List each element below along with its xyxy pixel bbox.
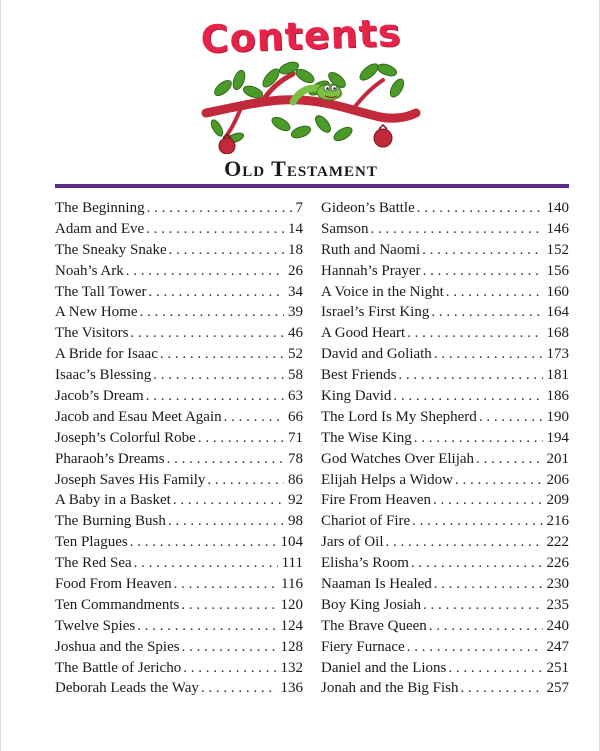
toc-entry-title: The Red Sea	[55, 555, 132, 572]
toc-entry-title: Ten Commandments	[55, 596, 180, 613]
toc-entry-title: Joseph Saves His Family	[55, 471, 206, 488]
toc-entry-title: Jacob’s Dream	[55, 388, 144, 405]
toc-entry	[55, 534, 303, 555]
toc-entry-title: Adam and Eve	[55, 220, 145, 237]
toc-dot-leader	[398, 367, 542, 384]
toc-entry	[321, 513, 569, 534]
toc-entry-page: 152	[546, 241, 569, 258]
toc-dot-leader	[434, 346, 543, 363]
toc-entry-title: Joshua and the Spies	[55, 638, 180, 655]
toc-entry	[55, 284, 303, 305]
toc-entry	[321, 263, 569, 284]
toc-entry-title: Jars of Oil	[321, 534, 384, 551]
toc-entry-page: 78	[288, 450, 303, 467]
toc-entry-page: 71	[288, 429, 303, 446]
toc-entry-page: 39	[288, 304, 303, 321]
toc-entry-title: Samson	[321, 220, 369, 237]
toc-entry	[321, 534, 569, 555]
toc-entry-page: 164	[546, 304, 569, 321]
toc-entry-page: 63	[288, 388, 303, 405]
toc-entry	[321, 325, 569, 346]
toc-entry	[321, 221, 569, 242]
toc-dot-leader	[479, 409, 543, 426]
toc-entry	[55, 325, 303, 346]
toc-entry-title: Noah’s Ark	[55, 262, 124, 279]
toc-dot-leader	[414, 430, 543, 447]
toc-entry	[55, 200, 303, 221]
toc-entry	[55, 618, 303, 639]
toc-dot-leader	[393, 388, 542, 405]
toc-dot-leader	[183, 660, 276, 677]
toc-entry	[321, 492, 569, 513]
toc-dot-leader	[147, 200, 292, 217]
toc-entry-page: 136	[280, 680, 303, 697]
toc-entry	[55, 660, 303, 681]
toc-entry	[321, 367, 569, 388]
toc-dot-leader	[126, 263, 284, 280]
toc-dot-leader	[134, 555, 278, 572]
toc-entry-page: 116	[281, 576, 303, 593]
toc-entry-title: Fire From Heaven	[321, 492, 431, 509]
toc-dot-leader	[140, 304, 285, 321]
toc-entry-page: 222	[546, 534, 569, 551]
toc-entry-page: 92	[288, 492, 303, 509]
divider-rule	[55, 184, 569, 188]
toc-entry-title: The Tall Tower	[55, 283, 147, 300]
toc-dot-leader	[429, 618, 543, 635]
toc-entry	[55, 221, 303, 242]
toc-entry-page: 181	[546, 367, 569, 384]
toc-entry	[321, 639, 569, 660]
toc-dot-leader	[168, 513, 284, 530]
toc-dot-leader	[423, 597, 542, 614]
toc-entry-title: A Voice in the Night	[321, 283, 444, 300]
toc-entry	[55, 576, 303, 597]
toc-dot-leader	[137, 618, 276, 635]
toc-entry-title: Fiery Furnace	[321, 638, 405, 655]
toc-entry-title: A Good Heart	[321, 325, 406, 342]
toc-entry-page: 124	[280, 617, 303, 634]
toc-dot-leader	[407, 639, 543, 656]
toc-dot-leader	[417, 200, 543, 217]
toc-entry	[55, 263, 303, 284]
toc-entry-title: Jacob and Esau Meet Again	[55, 408, 222, 425]
toc-entry-page: 216	[546, 513, 569, 530]
toc-entry-page: 26	[288, 262, 303, 279]
toc-entry-title: Chariot of Fire	[321, 513, 411, 530]
toc-dot-leader	[461, 680, 543, 697]
toc-column-left	[55, 200, 303, 701]
toc-dot-leader	[386, 534, 543, 551]
toc-dot-leader	[476, 451, 542, 468]
toc-entry-page: 257	[546, 680, 569, 697]
toc-entry	[321, 242, 569, 263]
toc-entry	[55, 367, 303, 388]
toc-dot-leader	[431, 304, 542, 321]
toc-entry-page: 194	[546, 429, 569, 446]
toc-entry-title: David and Goliath	[321, 346, 432, 363]
toc-entry	[321, 346, 569, 367]
toc-entry	[321, 430, 569, 451]
toc-entry	[55, 430, 303, 451]
toc-entry-title: Best Friends	[321, 367, 397, 384]
toc-dot-leader	[146, 221, 284, 238]
toc-dot-leader	[412, 513, 542, 530]
toc-entry	[55, 388, 303, 409]
toc-dot-leader	[448, 660, 542, 677]
toc-entry	[55, 451, 303, 472]
toc-entry-page: 34	[288, 283, 303, 300]
toc-entry-page: 52	[288, 346, 303, 363]
toc-entry	[55, 639, 303, 660]
toc-dot-leader	[434, 576, 543, 593]
toc-entry-page: 66	[288, 408, 303, 425]
contents-heading: Contents	[199, 10, 403, 62]
toc-entry-title: Israel’s First King	[321, 304, 430, 321]
toc-entry	[321, 451, 569, 472]
toc-entry-page: 18	[288, 241, 303, 258]
toc-entry-title: The Battle of Jericho	[55, 659, 182, 676]
toc-entry-title: Elijah Helps a Widow	[321, 471, 454, 488]
toc-entry-page: 251	[546, 659, 569, 676]
toc-entry-title: King David	[321, 388, 392, 405]
toc-entry-page: 46	[288, 325, 303, 342]
toc-entry-page: 132	[280, 659, 303, 676]
toc-entry	[321, 409, 569, 430]
toc-entry-title: A Bride for Isaac	[55, 346, 158, 363]
toc-dot-leader	[423, 263, 543, 280]
toc-entry	[55, 513, 303, 534]
toc-dot-leader	[411, 555, 543, 572]
toc-entry-title: The Sneaky Snake	[55, 241, 167, 258]
toc-entry-page: 173	[546, 346, 569, 363]
toc-entry	[55, 680, 303, 701]
toc-entry-page: 168	[546, 325, 569, 342]
toc-entry-page: 186	[546, 388, 569, 405]
toc-dot-leader	[160, 346, 284, 363]
toc-entry-title: Ten Plagues	[55, 534, 128, 551]
toc-dot-leader	[130, 325, 284, 342]
toc-entry-page: 98	[288, 513, 303, 530]
toc-entry-page: 160	[546, 283, 569, 300]
toc-entry-page: 240	[546, 617, 569, 634]
toc-entry-page: 201	[546, 450, 569, 467]
toc-entry-title: Pharaoh’s Dreams	[55, 450, 165, 467]
toc-dot-leader	[422, 242, 542, 259]
toc-entry-page: 128	[280, 638, 303, 655]
toc-entry-title: The Visitors	[55, 325, 129, 342]
toc-entry-page: 206	[546, 471, 569, 488]
toc-entry-title: Boy King Josiah	[321, 596, 422, 613]
toc-entry-page: 146	[546, 220, 569, 237]
toc-entry-page: 58	[288, 367, 303, 384]
toc-entry-page: 247	[546, 638, 569, 655]
toc-entry	[55, 409, 303, 430]
toc-dot-leader	[130, 534, 277, 551]
toc-entry-title: God Watches Over Elijah	[321, 450, 475, 467]
toc-entry-title: Gideon’s Battle	[321, 200, 415, 216]
toc-entry-page: 104	[280, 534, 303, 551]
toc-entry	[55, 472, 303, 493]
toc-entry-page: 7	[295, 200, 303, 216]
toc-entry-page: 120	[280, 596, 303, 613]
toc-entry-title: Jonah and the Big Fish	[321, 680, 459, 697]
toc-entry	[321, 200, 569, 221]
toc-dot-leader	[207, 472, 284, 489]
toc-entry-title: Hannah’s Prayer	[321, 262, 421, 279]
toc-entry-title: The Brave Queen	[321, 617, 427, 634]
toc-dot-leader	[169, 242, 284, 259]
toc-entry-title: A New Home	[55, 304, 138, 321]
toc-dot-leader	[224, 409, 284, 426]
toc-dot-leader	[167, 451, 284, 468]
toc-entry	[321, 284, 569, 305]
toc-dot-leader	[153, 367, 284, 384]
toc-entry-title: Deborah Leads the Way	[55, 680, 199, 697]
toc-entry-page: 14	[288, 220, 303, 237]
toc-entry-title: Food From Heaven	[55, 576, 172, 593]
toc-entry-title: Isaac’s Blessing	[55, 367, 152, 384]
toc-entry	[55, 555, 303, 576]
branch-snake-illustration	[201, 58, 421, 154]
toc-entry	[55, 597, 303, 618]
toc-entry-title: A Baby in a Basket	[55, 492, 171, 509]
toc-entry-title: Ruth and Naomi	[321, 241, 421, 258]
toc-entry	[55, 492, 303, 513]
toc-entry-title: The Burning Bush	[55, 513, 166, 530]
toc-entry-title: Elisha’s Room	[321, 555, 409, 572]
toc-entry-page: 140	[546, 200, 569, 216]
toc-entry-title: Naaman Is Healed	[321, 576, 432, 593]
toc-entry	[55, 304, 303, 325]
toc-entry	[55, 346, 303, 367]
toc-dot-leader	[198, 430, 284, 447]
toc-entry	[321, 680, 569, 701]
toc-entry-title: The Wise King	[321, 429, 412, 446]
toc-entry-title: Daniel and the Lions	[321, 659, 447, 676]
toc-entry	[321, 388, 569, 409]
toc-dot-leader	[446, 284, 543, 301]
toc-entry	[321, 597, 569, 618]
toc-entry	[55, 242, 303, 263]
toc-dot-leader	[371, 221, 543, 238]
toc-dot-leader	[173, 492, 284, 509]
toc-dot-leader	[174, 576, 277, 593]
toc-entry-page: 230	[546, 576, 569, 593]
toc-dot-leader	[201, 680, 277, 697]
toc-entry	[321, 576, 569, 597]
toc-entry-page: 190	[546, 408, 569, 425]
toc-entry-page: 86	[288, 471, 303, 488]
toc-dot-leader	[433, 492, 543, 509]
toc-dot-leader	[182, 639, 277, 656]
toc-entry-title: Joseph’s Colorful Robe	[55, 429, 196, 446]
toc-entry-page: 209	[546, 492, 569, 509]
toc-entry-title: The Beginning	[55, 200, 145, 216]
toc-entry	[321, 304, 569, 325]
toc-dot-leader	[181, 597, 276, 614]
toc-column-right	[321, 200, 569, 701]
section-title: Old Testament	[224, 156, 378, 181]
toc-entry-title: Twelve Spies	[55, 617, 136, 634]
toc-entry	[321, 618, 569, 639]
toc-entry-title: The Lord Is My Shepherd	[321, 408, 477, 425]
toc-entry-page: 156	[546, 262, 569, 279]
toc-entry	[321, 660, 569, 681]
toc-entry-page: 226	[546, 555, 569, 572]
toc-dot-leader	[146, 388, 284, 405]
toc-entry-page: 111	[281, 555, 303, 572]
toc-dot-leader	[149, 284, 285, 301]
toc-dot-leader	[455, 472, 542, 489]
toc-entry	[321, 472, 569, 493]
toc-dot-leader	[407, 325, 542, 342]
toc-entry-page: 235	[546, 596, 569, 613]
toc-entry	[321, 555, 569, 576]
